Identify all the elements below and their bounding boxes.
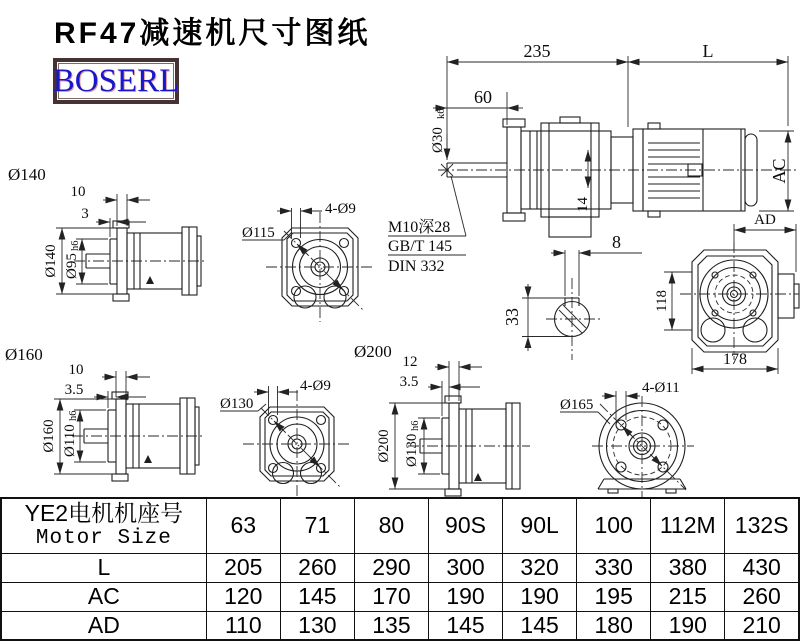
keyway-section-view bbox=[502, 232, 642, 360]
table-cell: 180 bbox=[577, 611, 651, 640]
svg-text:h6: h6 bbox=[70, 240, 81, 251]
flange-200-spigot-dia bbox=[404, 421, 421, 468]
svg-text:Ø110: Ø110 bbox=[62, 424, 78, 457]
flange-160-title: Ø160 bbox=[5, 345, 43, 364]
motor-size-header-en: Motor Size bbox=[35, 527, 172, 551]
motor-fins bbox=[648, 143, 700, 198]
size-col-63: 63 bbox=[206, 498, 280, 553]
dim-AD-label: AD bbox=[754, 212, 776, 228]
table-cell: 260 bbox=[725, 582, 799, 611]
table-cell: 320 bbox=[503, 553, 577, 582]
row-label-L: L bbox=[1, 553, 206, 582]
flange-200-holes: 4-Ø11 bbox=[642, 380, 680, 396]
flange-140-title: Ø140 bbox=[8, 165, 46, 184]
table-cell: 260 bbox=[280, 553, 354, 582]
table-cell: 145 bbox=[503, 611, 577, 640]
flange-140-spigot-dia bbox=[64, 241, 81, 280]
flange-160-front-view bbox=[220, 378, 351, 496]
table-cell: 195 bbox=[577, 582, 651, 611]
table-row-L bbox=[1, 553, 799, 582]
flange-200-bolt-circle: Ø165 bbox=[560, 397, 594, 413]
flange-160-plate-dim: 10 bbox=[68, 362, 84, 378]
note-gbt: GB/T 145 bbox=[388, 238, 453, 255]
table-row-AC bbox=[1, 582, 799, 611]
rear-height-label: 118 bbox=[654, 290, 670, 312]
dim-60-label: 60 bbox=[474, 87, 492, 107]
table-cell: 290 bbox=[354, 553, 428, 582]
table-cell: 110 bbox=[206, 611, 280, 640]
table-cell: 130 bbox=[280, 611, 354, 640]
row-label-AD: AD bbox=[1, 611, 206, 640]
table-row-AD bbox=[1, 611, 799, 640]
shaft-diameter-label bbox=[430, 109, 447, 154]
page-title: RF47减速机尺寸图纸 bbox=[54, 17, 371, 50]
svg-text:Ø130: Ø130 bbox=[404, 433, 420, 467]
motor-size-header-cn: YE2电机机座号 bbox=[24, 500, 184, 527]
note-din: DIN 332 bbox=[388, 258, 445, 275]
table-cell: 190 bbox=[651, 611, 725, 640]
table-cell: 430 bbox=[725, 553, 799, 582]
flange-200-front-view bbox=[560, 380, 694, 497]
center-hole-note bbox=[388, 176, 466, 275]
size-col-132S: 132S bbox=[725, 498, 799, 553]
table-header-row bbox=[1, 498, 799, 553]
table-cell: 330 bbox=[577, 553, 651, 582]
flange-160-spigot-dia bbox=[62, 411, 79, 458]
motor-dimension-table bbox=[0, 497, 800, 641]
table-cell: 190 bbox=[428, 582, 502, 611]
main-side-view bbox=[430, 41, 797, 237]
boserl-logo-text: BOSERL bbox=[52, 62, 180, 99]
row-label-AC: AC bbox=[1, 582, 206, 611]
flange-140-side-view bbox=[8, 165, 204, 301]
size-col-90S: 90S bbox=[428, 498, 502, 553]
svg-text:Ø30: Ø30 bbox=[430, 127, 446, 153]
flange-160-side-view bbox=[5, 345, 202, 481]
size-col-80: 80 bbox=[354, 498, 428, 553]
flange-200-outer-dia: Ø200 bbox=[376, 429, 392, 463]
svg-text:Ø95: Ø95 bbox=[64, 253, 80, 279]
note-thread: M10深28 bbox=[388, 219, 451, 236]
motor-size-header bbox=[1, 498, 206, 553]
dim-AC-label: AC bbox=[769, 158, 789, 184]
size-col-90L: 90L bbox=[503, 498, 577, 553]
key-depth-label: 33 bbox=[502, 308, 522, 326]
dim-235-label: 235 bbox=[523, 41, 551, 61]
table-cell: 205 bbox=[206, 553, 280, 582]
table-cell: 120 bbox=[206, 582, 280, 611]
key-width-label: 8 bbox=[612, 232, 621, 252]
flange-140-plate-dim: 10 bbox=[70, 184, 86, 200]
flange-200-plate-dim: 12 bbox=[402, 354, 418, 370]
flange-140-step-dim: 3 bbox=[81, 206, 89, 222]
dim-14-label: 14 bbox=[575, 197, 591, 212]
svg-text:h6: h6 bbox=[410, 420, 421, 431]
table-cell: 300 bbox=[428, 553, 502, 582]
flange-160-bolt-circle: Ø130 bbox=[220, 396, 254, 412]
table-cell: 135 bbox=[354, 611, 428, 640]
flange-200-side-view bbox=[354, 342, 530, 496]
table-cell: 145 bbox=[428, 611, 502, 640]
size-col-100: 100 bbox=[577, 498, 651, 553]
svg-text:h6: h6 bbox=[68, 410, 79, 421]
table-cell: 145 bbox=[280, 582, 354, 611]
svg-text:k6: k6 bbox=[436, 108, 447, 119]
table-cell: 380 bbox=[651, 553, 725, 582]
table-cell: 215 bbox=[651, 582, 725, 611]
flange-140-holes: 4-Ø9 bbox=[325, 201, 356, 217]
table-cell: 170 bbox=[354, 582, 428, 611]
flange-140-outer-dia: Ø140 bbox=[43, 244, 59, 278]
dim-L-label: L bbox=[702, 41, 714, 61]
size-col-112M: 112M bbox=[651, 498, 725, 553]
rear-width-label: 178 bbox=[723, 351, 747, 368]
flange-200-step-dim: 3.5 bbox=[399, 374, 419, 390]
table-cell: 210 bbox=[725, 611, 799, 640]
flange-160-holes: 4-Ø9 bbox=[300, 378, 331, 394]
table-cell: 190 bbox=[503, 582, 577, 611]
motor-rear-view bbox=[654, 212, 799, 374]
flange-160-step-dim: 3.5 bbox=[64, 382, 84, 398]
flange-200-title: Ø200 bbox=[354, 342, 392, 361]
flange-140-bolt-circle: Ø115 bbox=[242, 225, 275, 241]
flange-160-outer-dia: Ø160 bbox=[41, 419, 57, 453]
flange-140-front-view bbox=[242, 201, 374, 322]
size-col-71: 71 bbox=[280, 498, 354, 553]
